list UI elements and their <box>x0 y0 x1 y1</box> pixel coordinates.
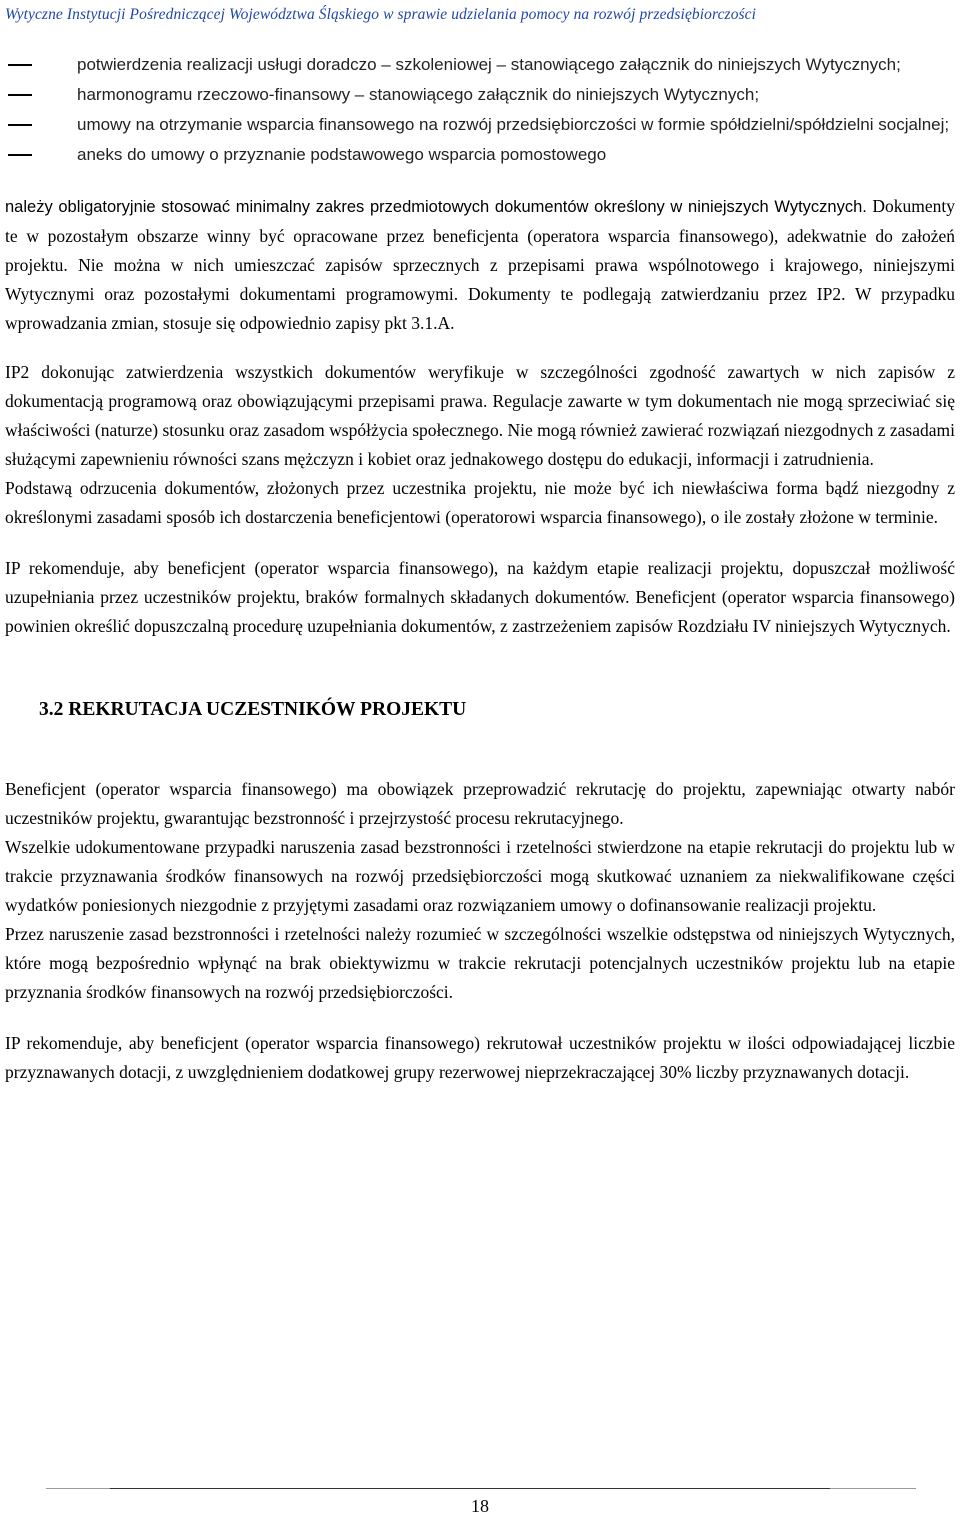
paragraph-violation-definition: Przez naruszenie zasad bezstronności i rzetelności należy rozumieć w szczególności wszelkie odstępstwa od niniejszych Wytycznych, które mogą bezpośrednio wpłynąć na brak obiektywizmu w trakcie rekrutacji potencjalnych uczestników projektu lub na etapie przyznania środków finansowych na rozwój przedsiębiorczości. <box>5 924 955 1002</box>
paragraph-reserve-group: IP rekomenduje, aby beneficjent (operator wsparcia finansowego) rekrutował uczestników projektu w ilości odpowiadającej liczbie przyznawanych dotacji, z uwzględnieniem dodatkowej grupy rezerwowej nieprzekraczającej 30% liczby przyznawanych dotacji. <box>5 1033 955 1082</box>
list-item <box>5 80 955 110</box>
document-list <box>5 50 955 170</box>
paragraph-violations: Wszelkie udokumentowane przypadki naruszenia zasad bezstronności i rzetelności stwierdzone na etapie rekrutacji do projektu lub w trakcie przyznawania środków finansowych na rozwój przedsiębiorczości mogą skutkować uznaniem za niekwalifikowane części wydatków poniesionych niezgodnie z przyjętymi zasadami oraz rozwiązaniem umowy o dofinansowanie realizacji projektu. <box>5 837 955 915</box>
dash-bullet-icon <box>8 64 32 66</box>
paragraph-lead-text: należy obligatoryjnie stosować minimalny zakres przedmiotowych dokumentów określony w niniejszych Wytycznych. <box>5 198 867 216</box>
list-item <box>5 50 955 80</box>
list-item-text: potwierdzenia realizacji usługi doradczo – szkoleniowej – stanowiącego załącznik do niniejszych Wytycznych; <box>77 55 901 74</box>
dash-bullet-icon <box>8 124 32 126</box>
dash-bullet-icon <box>8 154 32 156</box>
paragraph-body-text: Dokumenty te w pozostałym obszarze winny być opracowane przez beneficjenta (operatora wsparcia finansowego), adekwatnie do założeń projektu. Nie można w nich umieszczać zapisów sprzecznych z przepisami prawa wspólnotowego i krajowego, niniejszymi Wytycznymi oraz pozostałymi dokumentami programowymi. Dokumenty te podlegają zatwierdzaniu przez IP2. W przypadku wprowadzania zmian, stosuje się odpowiednio zapisy pkt 3.1.A. <box>5 196 955 333</box>
page-content <box>5 50 955 1087</box>
list-item-text: aneks do umowy o przyznanie podstawowego wsparcia pomostowego <box>77 145 607 164</box>
paragraph-verification: IP2 dokonując zatwierdzenia wszystkich dokumentów weryfikuje w szczególności zgodność zawartych w nich zapisów z dokumentacją programową oraz obowiązującymi przepisami prawa. Regulacje zawarte w tym dokumentach nie mogą sprzeciwiać się właściwości (naturze) stosunku oraz zasadom współżycia społecznego. Nie mogą również zawierać rozwiązań niezgodnych z zasadami służącymi zapewnieniu równości szans mężczyzn i kobiet oraz jednakowego dostępu do edukacji, informacji i zatrudnienia. <box>5 362 955 469</box>
paragraph-recruitment-obligation: Beneficjent (operator wsparcia finansowego) ma obowiązek przeprowadzić rekrutację do projektu, zapewniając otwarty nabór uczestników projektu, gwarantując bezstronność i przejrzystość procesu rekrutacyjnego. <box>5 779 955 828</box>
list-item-text: harmonogramu rzeczowo-finansowy – stanowiącego załącznik do niniejszych Wytycznych; <box>77 85 760 104</box>
footer-divider-inner <box>110 1488 830 1489</box>
list-item-text: umowy na otrzymanie wsparcia finansowego na rozwój przedsiębiorczości w formie spółdzielni/spółdzielni socjalnej; <box>77 115 950 134</box>
dash-bullet-icon <box>8 94 32 96</box>
paragraph-rejection-basis: Podstawą odrzucenia dokumentów, złożonych przez uczestnika projektu, nie może być ich niewłaściwa forma bądź niezgodny z określonymi zasadami sposób ich dostarczenia beneficjentowi (operatorowi wsparcia finansowego), o ile zostały złożone w terminie. <box>5 478 955 527</box>
running-header: Wytyczne Instytucji Pośredniczącej Województwa Śląskiego w sprawie udzielania pomocy na rozwój przedsiębiorczości <box>5 6 757 23</box>
paragraph-recommendation: IP rekomenduje, aby beneficjent (operator wsparcia finansowego), na każdym etapie realizacji projektu, dopuszczał możliwość uzupełniania przez uczestników projektu, braków formalnych składanych dokumentów. Beneficjent (operator wsparcia finansowego) powinien określić dopuszczalną procedurę uzupełniania dokumentów, z zastrzeżeniem zapisów Rozdziału IV niniejszych Wytycznych. <box>5 558 955 636</box>
paragraph-minimal-scope <box>5 192 955 338</box>
list-item <box>5 110 955 140</box>
page-number: 18 <box>471 1496 489 1516</box>
list-item <box>5 140 955 170</box>
section-heading: 3.2 REKRUTACJA UCZESTNIKÓW PROJEKTU <box>39 699 467 720</box>
